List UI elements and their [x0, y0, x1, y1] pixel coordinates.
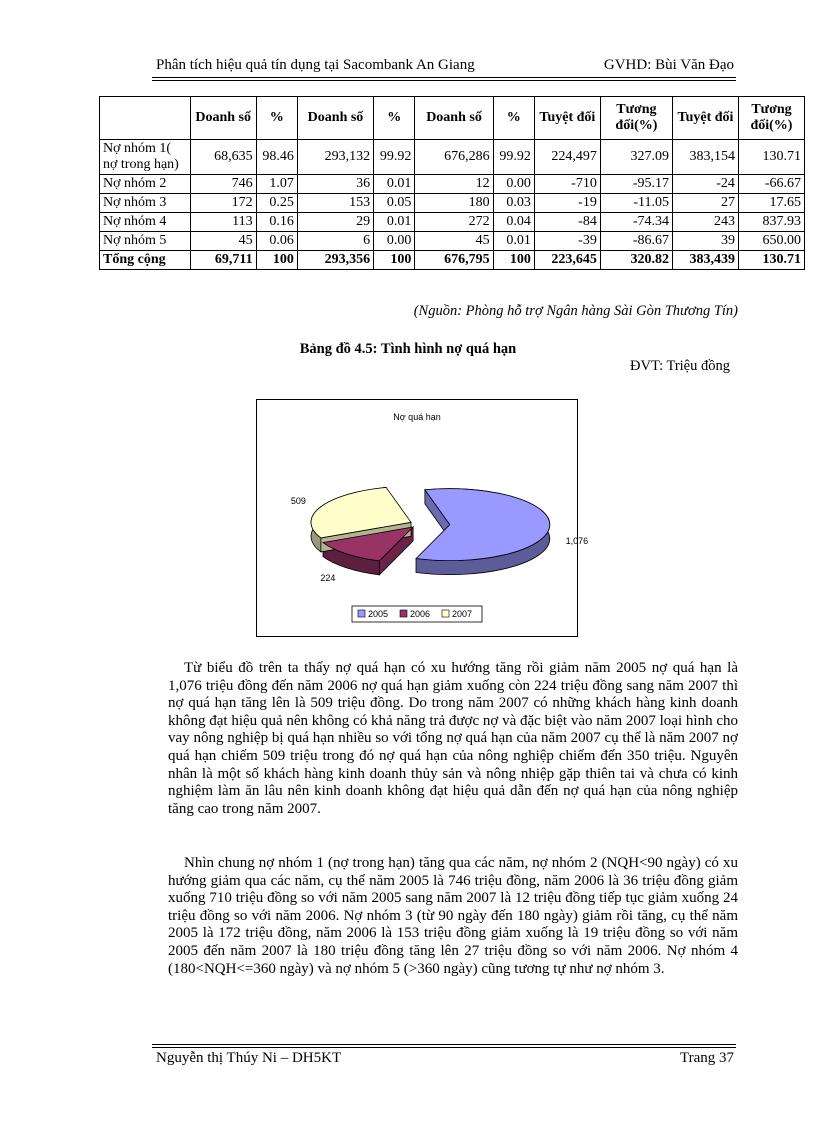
table-cell: 0.03	[493, 194, 534, 213]
table-cell: 45	[190, 232, 256, 251]
table-cell: -24	[672, 175, 738, 194]
table-row	[100, 213, 805, 232]
table-header-cell: Tương đối(%)	[738, 97, 804, 140]
table-cell: 0.25	[256, 194, 297, 213]
table-cell: -19	[534, 194, 600, 213]
table-cell: 100	[256, 251, 297, 270]
table-cell: 130.71	[738, 140, 804, 175]
table-cell: -74.34	[600, 213, 672, 232]
paragraph-2-text: Nhìn chung nợ nhóm 1 (nợ trong hạn) tăng qua các năm, nợ nhóm 2 (NQH<90 ngày) có xu hướng giảm qua các năm, cụ thể năm 2005 là 746 triệu đồng, năm 2006 là 36 triệu đồng giảm xuống 710 triệu đồng so với năm 2005 sang năm 2007 là 12 triệu đồng tiếp tục giảm xuống 24 triệu đồng so với năm 2006. Nợ nhóm 3 (từ 90 ngày đến 180 ngày) giảm rồi tăng, cụ thể năm 2005 là 172 triệu đồng, năm 2006 là 153 triệu đồng giảm xuống là 19 triệu đồng so với năm 2005 đến năm 2007 là 180 triệu đồng tăng lên 27 triệu đồng so với năm 2006. Nợ nhóm 4 (180<NQH<=360 ngày) và nợ nhóm 5 (>360 ngày) cũng tương tự như nợ nhóm 3.	[168, 855, 738, 977]
table-cell: 243	[672, 213, 738, 232]
table-row	[100, 194, 805, 213]
header-rule	[152, 77, 736, 78]
table-cell: -84	[534, 213, 600, 232]
footer-page-number: Trang 37	[679, 1050, 734, 1066]
table-cell: 113	[190, 213, 256, 232]
table-cell: 99.92	[374, 140, 415, 175]
table-header-row	[100, 97, 805, 140]
legend-label: 2007	[452, 609, 473, 619]
table-header-cell: Doanh số	[297, 97, 373, 140]
table-cell: -86.67	[600, 232, 672, 251]
page-header	[152, 55, 736, 77]
table-source: (Nguồn: Phòng hỗ trợ Ngân hàng Sài Gòn Thương Tín)	[413, 303, 738, 319]
table-row	[100, 232, 805, 251]
table-cell: 0.16	[256, 213, 297, 232]
table-row	[100, 140, 805, 175]
table-cell: 383,439	[672, 251, 738, 270]
header-supervisor: GVHD: Bùi Văn Đạo	[603, 57, 734, 73]
table-cell: 0.00	[374, 232, 415, 251]
legend-label: 2006	[410, 609, 431, 619]
table-cell: 153	[297, 194, 373, 213]
page-footer	[152, 1048, 736, 1070]
table-row	[100, 175, 805, 194]
table-cell: 223,645	[534, 251, 600, 270]
row-label-cell: Nợ nhóm 1( nợ trong hạn)	[100, 140, 191, 175]
pie-data-label: 1,076	[565, 535, 589, 546]
pie-chart-svg	[257, 400, 589, 636]
paragraph-1	[168, 660, 738, 818]
table-cell: 100	[374, 251, 415, 270]
row-label-cell: Tổng cộng	[100, 251, 191, 270]
table-cell: 224,497	[534, 140, 600, 175]
chart-caption: Bảng đồ 4.5: Tình hình nợ quá hạn	[299, 341, 517, 357]
table-cell: 320.82	[600, 251, 672, 270]
legend-label: 2005	[368, 609, 389, 619]
table-cell: 29	[297, 213, 373, 232]
row-label-cell: Nợ nhóm 3	[100, 194, 191, 213]
table-cell: 68,635	[190, 140, 256, 175]
table-cell: 100	[493, 251, 534, 270]
table-cell: 17.65	[738, 194, 804, 213]
table-cell: 98.46	[256, 140, 297, 175]
paragraph-2	[168, 855, 738, 978]
table-header-cell: Tuyệt đối	[672, 97, 738, 140]
table-cell: 0.01	[374, 213, 415, 232]
table-cell: 172	[190, 194, 256, 213]
table-header-cell: Doanh số	[415, 97, 493, 140]
table-cell: -710	[534, 175, 600, 194]
table-cell: 1.07	[256, 175, 297, 194]
table-cell: 0.06	[256, 232, 297, 251]
debt-table	[99, 96, 805, 270]
table-cell: 99.92	[493, 140, 534, 175]
table-cell: 12	[415, 175, 493, 194]
legend-swatch	[358, 610, 365, 617]
table-cell: -66.67	[738, 175, 804, 194]
table-header-cell: Doanh số	[190, 97, 256, 140]
table-cell: 0.01	[493, 232, 534, 251]
row-label-cell: Nợ nhóm 2	[100, 175, 191, 194]
header-rule-thin	[152, 80, 736, 81]
row-label-cell: Nợ nhóm 4	[100, 213, 191, 232]
pie-data-label: 509	[290, 496, 306, 507]
table-cell: -95.17	[600, 175, 672, 194]
table-header-cell	[100, 97, 191, 140]
table-cell: 293,132	[297, 140, 373, 175]
table-cell: 45	[415, 232, 493, 251]
table-cell: -11.05	[600, 194, 672, 213]
table-cell: 272	[415, 213, 493, 232]
table-cell: 327.09	[600, 140, 672, 175]
chart-legend	[352, 606, 482, 622]
pie-data-label: 224	[320, 573, 336, 584]
table-cell: 837.93	[738, 213, 804, 232]
paragraph-1-text: Từ biểu đồ trên ta thấy nợ quá hạn có xu hướng tăng rồi giảm năm 2005 nợ quá hạn là 1,076 triệu đồng đến năm 2006 nợ quá hạn giảm xuống còn 224 triệu đồng sang năm 2007 thì nợ quá hạn tăng lên là 509 triệu đồng. Do trong năm 2007 có những khách hàng kinh doanh không đạt hiệu quả nên không có khả năng trả được nợ và đặc biệt vào năm 2007 loại hình cho vay nông nghiệp bị quá hạn nhiều so với tổng nợ quá hạn của năm 2007 cụ thể là năm 2007 nợ quá hạn chiếm 509 triệu trong đó nợ quá hạn của nông nghiệp chiếm đến 350 triệu. Nguyên nhân là một số khách hàng kinh doanh thủy sản và nông nhiệp gặp thiên tai và chưa có kinh nghiệm làm ăn lâu nên kinh doanh không đạt hiệu quả dẫn đến nợ quá hạn của nông nghiệp tăng cao trong năm 2007.	[168, 660, 738, 817]
table-header-cell: Tuyệt đối	[534, 97, 600, 140]
table-cell: 676,286	[415, 140, 493, 175]
table-cell: 39	[672, 232, 738, 251]
table-cell: 293,356	[297, 251, 373, 270]
pie-chart	[256, 399, 589, 637]
table-header-cell: %	[256, 97, 297, 140]
footer-author: Nguyễn thị Thúy Ni – DH5KT	[156, 1050, 342, 1066]
table-header-cell: Tương đối(%)	[600, 97, 672, 140]
table-cell: 383,154	[672, 140, 738, 175]
table-cell: -39	[534, 232, 600, 251]
table-cell: 650.00	[738, 232, 804, 251]
table-cell: 0.05	[374, 194, 415, 213]
table-header-cell: %	[374, 97, 415, 140]
table-cell: 746	[190, 175, 256, 194]
legend-swatch	[442, 610, 449, 617]
chart-title: Nợ quá hạn	[393, 412, 441, 422]
table-cell: 6	[297, 232, 373, 251]
table-total-row	[100, 251, 805, 270]
header-title: Phân tích hiệu quả tín dụng tại Sacombank An Giang	[156, 57, 475, 73]
row-label-cell: Nợ nhóm 5	[100, 232, 191, 251]
legend-swatch	[400, 610, 407, 617]
table-cell: 180	[415, 194, 493, 213]
table-body	[100, 140, 805, 270]
unit-label: ĐVT: Triệu đồng	[630, 358, 730, 374]
table-cell: 0.04	[493, 213, 534, 232]
table-cell: 0.00	[493, 175, 534, 194]
table-cell: 69,711	[190, 251, 256, 270]
table-cell: 676,795	[415, 251, 493, 270]
table-cell: 0.01	[374, 175, 415, 194]
table-cell: 36	[297, 175, 373, 194]
footer-rule	[152, 1044, 736, 1045]
table-cell: 27	[672, 194, 738, 213]
table-cell: 130.71	[738, 251, 804, 270]
table-header-cell: %	[493, 97, 534, 140]
